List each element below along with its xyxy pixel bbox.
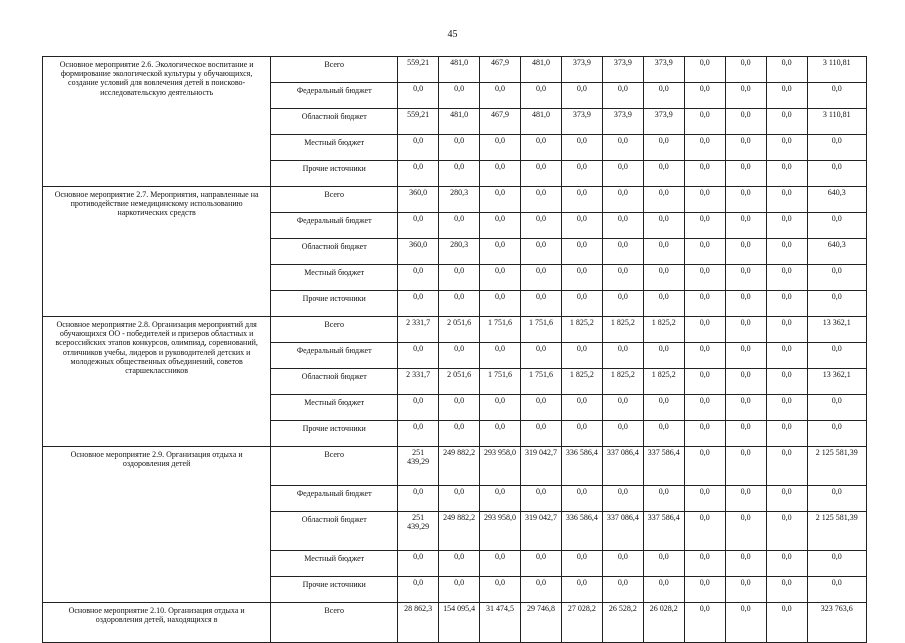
value-cell: 0,0 [684, 512, 725, 551]
value-cell: 0,0 [643, 421, 684, 447]
value-cell: 154 095,4 [439, 603, 480, 643]
value-cell: 0,0 [439, 135, 480, 161]
value-cell: 0,0 [643, 213, 684, 239]
total-cell: 0,0 [807, 265, 866, 291]
value-cell: 0,0 [643, 161, 684, 187]
value-cell: 0,0 [725, 57, 766, 83]
value-cell: 0,0 [643, 577, 684, 603]
value-cell: 0,0 [602, 213, 643, 239]
value-cell: 0,0 [480, 291, 521, 317]
table-row [43, 317, 867, 343]
total-cell: 0,0 [807, 83, 866, 109]
value-cell: 0,0 [398, 421, 439, 447]
value-cell: 0,0 [643, 135, 684, 161]
value-cell: 0,0 [602, 135, 643, 161]
value-cell: 0,0 [480, 161, 521, 187]
value-cell: 0,0 [643, 239, 684, 265]
value-cell: 0,0 [725, 447, 766, 486]
value-cell: 0,0 [398, 395, 439, 421]
value-cell: 0,0 [725, 486, 766, 512]
value-cell: 0,0 [725, 343, 766, 369]
value-cell: 2 331,7 [398, 317, 439, 343]
value-cell: 0,0 [520, 213, 561, 239]
total-cell: 0,0 [807, 291, 866, 317]
value-cell: 0,0 [766, 239, 807, 265]
total-cell: 0,0 [807, 395, 866, 421]
value-cell: 0,0 [398, 161, 439, 187]
value-cell: 0,0 [439, 577, 480, 603]
value-cell: 0,0 [766, 109, 807, 135]
value-cell: 0,0 [766, 421, 807, 447]
value-cell: 0,0 [398, 486, 439, 512]
value-cell: 0,0 [561, 291, 602, 317]
page-number: 45 [447, 29, 458, 40]
value-cell: 0,0 [766, 317, 807, 343]
value-cell: 0,0 [602, 161, 643, 187]
value-cell: 0,0 [766, 369, 807, 395]
value-cell: 0,0 [766, 135, 807, 161]
value-cell: 0,0 [684, 265, 725, 291]
value-cell: 0,0 [725, 109, 766, 135]
total-cell: 0,0 [807, 343, 866, 369]
value-cell: 0,0 [684, 395, 725, 421]
event-title: Основное мероприятие 2.9. Организация отдыха и оздоровления детей [43, 447, 271, 603]
value-cell: 0,0 [602, 187, 643, 213]
value-cell: 360,0 [398, 187, 439, 213]
value-cell: 0,0 [398, 135, 439, 161]
value-cell: 251 439,29 [398, 447, 439, 486]
total-cell: 0,0 [807, 551, 866, 577]
value-cell: 559,21 [398, 109, 439, 135]
funding-source: Федеральный бюджет [271, 343, 398, 369]
value-cell: 0,0 [684, 551, 725, 577]
value-cell: 0,0 [439, 395, 480, 421]
value-cell: 1 751,6 [520, 317, 561, 343]
value-cell: 293 958,0 [480, 447, 521, 486]
total-cell: 0,0 [807, 577, 866, 603]
value-cell: 0,0 [520, 421, 561, 447]
event-title: Основное мероприятие 2.7. Мероприятия, направленные на противодействие немедицинскому использованию наркотических средств [43, 187, 271, 317]
value-cell: 0,0 [439, 161, 480, 187]
value-cell: 0,0 [643, 395, 684, 421]
value-cell: 360,0 [398, 239, 439, 265]
value-cell: 0,0 [602, 577, 643, 603]
event-title: Основное мероприятие 2.8. Организация мероприятий для обучающихся ОО - победителей и призеров областных и всероссийских этапов конкурсов, олимпиад, соревнований, отличников учебы, лидеров и руководителей детских и молодежных общественных объединений, советов старшеклассников [43, 317, 271, 447]
event-title: Основное мероприятие 2.10. Организация отдыха и оздоровления детей, находящихся в [43, 603, 271, 643]
funding-source: Областной бюджет [271, 109, 398, 135]
value-cell: 0,0 [684, 343, 725, 369]
value-cell: 0,0 [766, 213, 807, 239]
value-cell: 0,0 [643, 343, 684, 369]
value-cell: 0,0 [439, 213, 480, 239]
value-cell: 336 586,4 [561, 512, 602, 551]
funding-source: Местный бюджет [271, 395, 398, 421]
value-cell: 0,0 [725, 395, 766, 421]
value-cell: 337 586,4 [643, 512, 684, 551]
value-cell: 0,0 [561, 577, 602, 603]
value-cell: 0,0 [725, 265, 766, 291]
funding-source: Всего [271, 187, 398, 213]
total-cell: 323 763,6 [807, 603, 866, 643]
value-cell: 0,0 [766, 161, 807, 187]
value-cell: 1 751,6 [520, 369, 561, 395]
value-cell: 0,0 [398, 291, 439, 317]
funding-source: Всего [271, 603, 398, 643]
value-cell: 0,0 [684, 291, 725, 317]
value-cell: 1 825,2 [561, 369, 602, 395]
funding-source: Федеральный бюджет [271, 213, 398, 239]
value-cell: 251 439,29 [398, 512, 439, 551]
table-row [43, 187, 867, 213]
value-cell: 0,0 [480, 239, 521, 265]
value-cell: 0,0 [561, 486, 602, 512]
value-cell: 0,0 [480, 551, 521, 577]
value-cell: 0,0 [766, 486, 807, 512]
value-cell: 0,0 [398, 265, 439, 291]
value-cell: 0,0 [398, 83, 439, 109]
value-cell: 0,0 [520, 577, 561, 603]
value-cell: 0,0 [520, 83, 561, 109]
table-row [43, 447, 867, 486]
value-cell: 0,0 [398, 577, 439, 603]
value-cell: 0,0 [766, 343, 807, 369]
value-cell: 373,9 [561, 109, 602, 135]
value-cell: 0,0 [561, 395, 602, 421]
value-cell: 0,0 [561, 551, 602, 577]
value-cell: 2 051,6 [439, 317, 480, 343]
value-cell: 481,0 [520, 57, 561, 83]
total-cell: 0,0 [807, 135, 866, 161]
value-cell: 373,9 [602, 109, 643, 135]
value-cell: 0,0 [520, 265, 561, 291]
value-cell: 0,0 [520, 161, 561, 187]
total-cell: 0,0 [807, 213, 866, 239]
total-cell: 0,0 [807, 486, 866, 512]
value-cell: 0,0 [520, 486, 561, 512]
value-cell: 0,0 [561, 161, 602, 187]
total-cell: 13 362,1 [807, 317, 866, 343]
value-cell: 0,0 [520, 239, 561, 265]
funding-source: Прочие источники [271, 291, 398, 317]
value-cell: 0,0 [725, 317, 766, 343]
value-cell: 26 028,2 [643, 603, 684, 643]
value-cell: 0,0 [602, 83, 643, 109]
value-cell: 373,9 [602, 57, 643, 83]
value-cell: 31 474,5 [480, 603, 521, 643]
value-cell: 0,0 [684, 57, 725, 83]
value-cell: 2 331,7 [398, 369, 439, 395]
value-cell: 1 751,6 [480, 317, 521, 343]
funding-source: Всего [271, 57, 398, 83]
value-cell: 0,0 [643, 291, 684, 317]
funding-source: Федеральный бюджет [271, 486, 398, 512]
value-cell: 0,0 [480, 135, 521, 161]
value-cell: 0,0 [480, 83, 521, 109]
funding-source: Федеральный бюджет [271, 83, 398, 109]
value-cell: 0,0 [725, 161, 766, 187]
value-cell: 0,0 [684, 109, 725, 135]
value-cell: 0,0 [561, 213, 602, 239]
value-cell: 0,0 [439, 83, 480, 109]
value-cell: 0,0 [766, 187, 807, 213]
value-cell: 0,0 [480, 213, 521, 239]
value-cell: 0,0 [725, 239, 766, 265]
value-cell: 249 882,2 [439, 512, 480, 551]
value-cell: 280,3 [439, 239, 480, 265]
value-cell: 0,0 [766, 577, 807, 603]
value-cell: 0,0 [684, 239, 725, 265]
table-row [43, 603, 867, 643]
value-cell: 0,0 [684, 83, 725, 109]
value-cell: 0,0 [766, 395, 807, 421]
value-cell: 0,0 [725, 291, 766, 317]
value-cell: 27 028,2 [561, 603, 602, 643]
value-cell: 336 586,4 [561, 447, 602, 486]
value-cell: 29 746,8 [520, 603, 561, 643]
value-cell: 0,0 [725, 135, 766, 161]
funding-source: Местный бюджет [271, 265, 398, 291]
funding-source: Прочие источники [271, 577, 398, 603]
value-cell: 0,0 [643, 486, 684, 512]
total-cell: 640,3 [807, 187, 866, 213]
value-cell: 28 862,3 [398, 603, 439, 643]
total-cell: 3 110,81 [807, 109, 866, 135]
value-cell: 0,0 [766, 57, 807, 83]
value-cell: 319 042,7 [520, 512, 561, 551]
value-cell: 0,0 [480, 395, 521, 421]
funding-source: Всего [271, 317, 398, 343]
budget-table-body [43, 57, 867, 643]
total-cell: 2 125 581,39 [807, 512, 866, 551]
funding-source: Местный бюджет [271, 551, 398, 577]
value-cell: 0,0 [602, 239, 643, 265]
event-title: Основное мероприятие 2.6. Экологическое воспитание и формирование экологической культуры у обучающихся, создание условий для вовлечения детей в поисково-исследовательскую деятельность [43, 57, 271, 187]
value-cell: 0,0 [480, 577, 521, 603]
value-cell: 0,0 [766, 447, 807, 486]
value-cell: 0,0 [684, 317, 725, 343]
total-cell: 13 362,1 [807, 369, 866, 395]
value-cell: 0,0 [766, 83, 807, 109]
value-cell: 481,0 [439, 57, 480, 83]
budget-table [42, 56, 867, 643]
value-cell: 0,0 [725, 603, 766, 643]
total-cell: 0,0 [807, 161, 866, 187]
value-cell: 0,0 [398, 551, 439, 577]
value-cell: 0,0 [602, 265, 643, 291]
value-cell: 0,0 [480, 421, 521, 447]
value-cell: 1 825,2 [643, 317, 684, 343]
value-cell: 0,0 [561, 421, 602, 447]
funding-source: Областной бюджет [271, 239, 398, 265]
value-cell: 0,0 [766, 603, 807, 643]
funding-source: Областной бюджет [271, 369, 398, 395]
value-cell: 373,9 [643, 109, 684, 135]
value-cell: 0,0 [480, 486, 521, 512]
funding-source: Областной бюджет [271, 512, 398, 551]
value-cell: 0,0 [520, 551, 561, 577]
value-cell: 0,0 [725, 83, 766, 109]
funding-source: Местный бюджет [271, 135, 398, 161]
value-cell: 0,0 [439, 421, 480, 447]
value-cell: 0,0 [725, 369, 766, 395]
total-cell: 0,0 [807, 421, 866, 447]
value-cell: 0,0 [725, 213, 766, 239]
value-cell: 0,0 [480, 265, 521, 291]
value-cell: 0,0 [725, 187, 766, 213]
value-cell: 467,9 [480, 57, 521, 83]
value-cell: 0,0 [520, 395, 561, 421]
value-cell: 0,0 [684, 486, 725, 512]
value-cell: 0,0 [439, 265, 480, 291]
value-cell: 1 825,2 [561, 317, 602, 343]
value-cell: 0,0 [725, 577, 766, 603]
value-cell: 0,0 [684, 187, 725, 213]
funding-source: Прочие источники [271, 421, 398, 447]
value-cell: 2 051,6 [439, 369, 480, 395]
value-cell: 0,0 [398, 343, 439, 369]
value-cell: 0,0 [480, 187, 521, 213]
value-cell: 0,0 [643, 265, 684, 291]
value-cell: 0,0 [602, 291, 643, 317]
value-cell: 0,0 [398, 213, 439, 239]
value-cell: 559,21 [398, 57, 439, 83]
value-cell: 337 586,4 [643, 447, 684, 486]
value-cell: 0,0 [520, 291, 561, 317]
table-row [43, 57, 867, 83]
value-cell: 0,0 [480, 343, 521, 369]
value-cell: 0,0 [643, 551, 684, 577]
value-cell: 0,0 [766, 265, 807, 291]
value-cell: 0,0 [602, 395, 643, 421]
funding-source: Прочие источники [271, 161, 398, 187]
value-cell: 0,0 [684, 577, 725, 603]
value-cell: 0,0 [684, 369, 725, 395]
value-cell: 0,0 [602, 551, 643, 577]
value-cell: 0,0 [602, 343, 643, 369]
value-cell: 0,0 [684, 161, 725, 187]
value-cell: 0,0 [684, 213, 725, 239]
value-cell: 0,0 [520, 187, 561, 213]
value-cell: 1 825,2 [643, 369, 684, 395]
value-cell: 1 751,6 [480, 369, 521, 395]
value-cell: 0,0 [561, 239, 602, 265]
value-cell: 0,0 [725, 551, 766, 577]
value-cell: 481,0 [520, 109, 561, 135]
value-cell: 0,0 [439, 551, 480, 577]
total-cell: 3 110,81 [807, 57, 866, 83]
value-cell: 0,0 [766, 512, 807, 551]
value-cell: 0,0 [561, 135, 602, 161]
value-cell: 0,0 [561, 187, 602, 213]
value-cell: 373,9 [561, 57, 602, 83]
value-cell: 0,0 [684, 447, 725, 486]
value-cell: 0,0 [439, 486, 480, 512]
value-cell: 0,0 [561, 265, 602, 291]
value-cell: 0,0 [684, 135, 725, 161]
value-cell: 0,0 [725, 421, 766, 447]
value-cell: 337 086,4 [602, 447, 643, 486]
value-cell: 0,0 [684, 421, 725, 447]
value-cell: 0,0 [766, 291, 807, 317]
value-cell: 319 042,7 [520, 447, 561, 486]
value-cell: 1 825,2 [602, 317, 643, 343]
value-cell: 0,0 [561, 343, 602, 369]
total-cell: 640,3 [807, 239, 866, 265]
value-cell: 0,0 [684, 603, 725, 643]
value-cell: 0,0 [561, 83, 602, 109]
total-cell: 2 125 581,39 [807, 447, 866, 486]
value-cell: 0,0 [439, 291, 480, 317]
value-cell: 280,3 [439, 187, 480, 213]
value-cell: 1 825,2 [602, 369, 643, 395]
value-cell: 337 086,4 [602, 512, 643, 551]
value-cell: 0,0 [602, 421, 643, 447]
value-cell: 293 958,0 [480, 512, 521, 551]
value-cell: 0,0 [643, 83, 684, 109]
value-cell: 0,0 [520, 343, 561, 369]
value-cell: 26 528,2 [602, 603, 643, 643]
value-cell: 0,0 [602, 486, 643, 512]
value-cell: 0,0 [643, 187, 684, 213]
value-cell: 481,0 [439, 109, 480, 135]
value-cell: 0,0 [766, 551, 807, 577]
value-cell: 373,9 [643, 57, 684, 83]
value-cell: 249 882,2 [439, 447, 480, 486]
funding-source: Всего [271, 447, 398, 486]
value-cell: 467,9 [480, 109, 521, 135]
value-cell: 0,0 [725, 512, 766, 551]
value-cell: 0,0 [520, 135, 561, 161]
value-cell: 0,0 [439, 343, 480, 369]
